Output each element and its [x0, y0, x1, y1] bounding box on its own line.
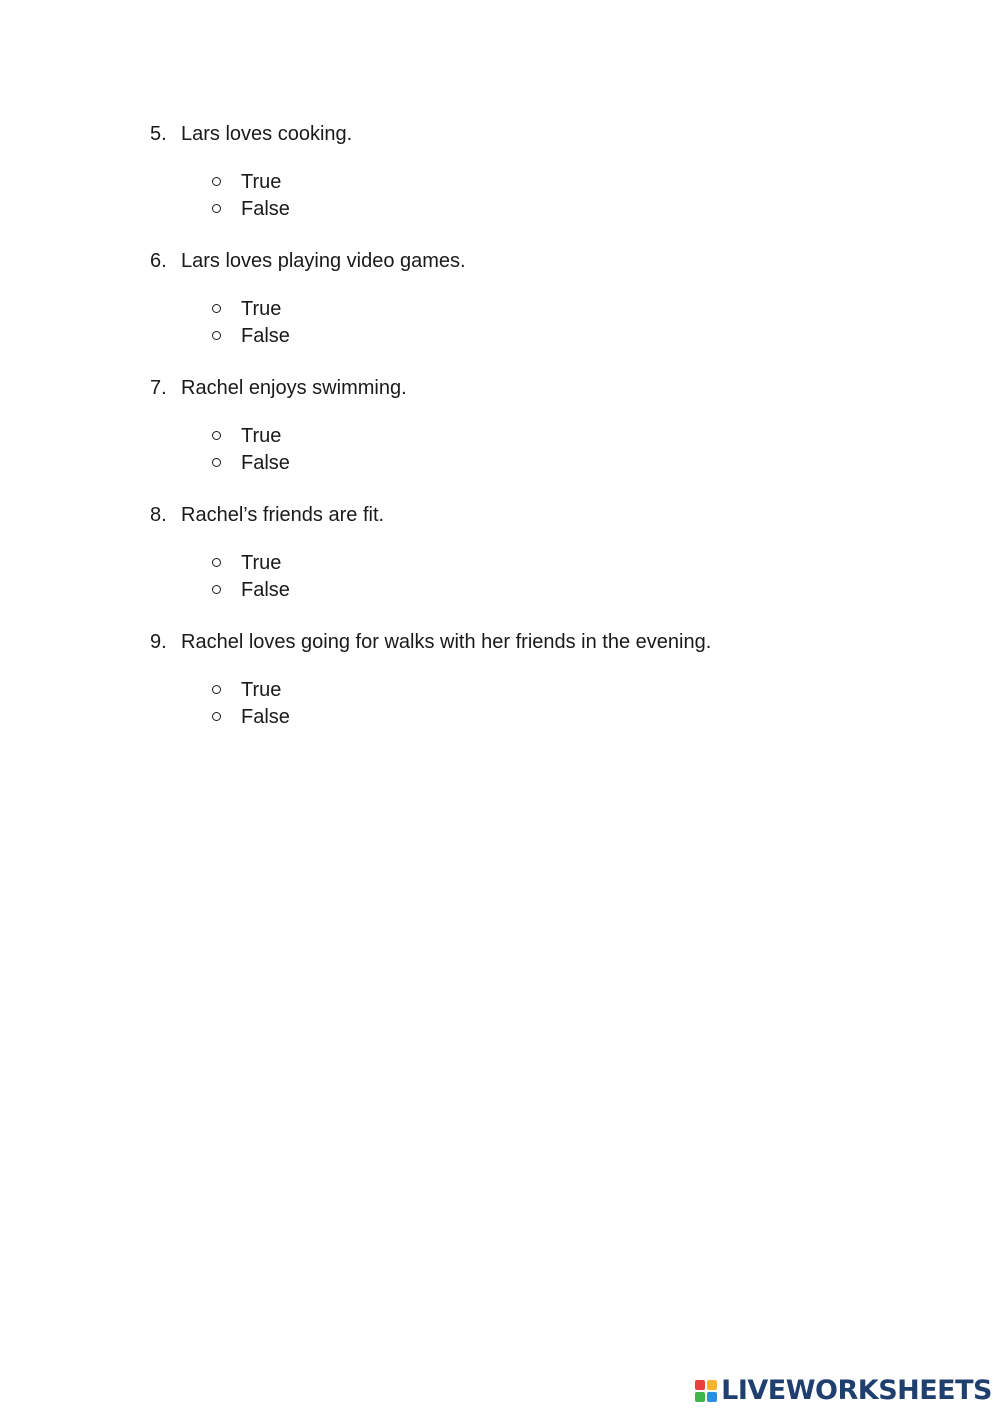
radio-circle-icon[interactable] — [212, 585, 221, 594]
question-text: Lars loves playing video games. — [181, 250, 466, 272]
question-number: 8. — [150, 504, 167, 526]
radio-circle-icon[interactable] — [212, 304, 221, 313]
option-label: False — [241, 325, 290, 347]
question-text: Rachel loves going for walks with her friends in the evening. — [181, 631, 712, 653]
option-label: True — [241, 425, 282, 447]
option-label: False — [241, 706, 290, 728]
question-text: Rachel’s friends are fit. — [181, 504, 385, 526]
option-true[interactable] — [212, 551, 512, 578]
option-label: True — [241, 552, 282, 574]
question-number: 6. — [150, 250, 167, 272]
radio-circle-icon[interactable] — [212, 177, 221, 186]
answer-options — [212, 297, 512, 351]
option-label: False — [241, 198, 290, 220]
option-true[interactable] — [212, 424, 512, 451]
radio-circle-icon[interactable] — [212, 712, 221, 721]
brand-wordmark: LIVEWORKSHEETS — [721, 1375, 992, 1406]
liveworksheets-branding — [695, 1375, 992, 1406]
question-text: Rachel enjoys swimming. — [181, 377, 407, 399]
option-label: True — [241, 679, 282, 701]
radio-circle-icon[interactable] — [212, 331, 221, 340]
question-number: 9. — [150, 631, 167, 653]
option-true[interactable] — [212, 297, 512, 324]
radio-circle-icon[interactable] — [212, 685, 221, 694]
option-label: False — [241, 579, 290, 601]
question-number: 7. — [150, 377, 167, 399]
answer-options — [212, 424, 512, 478]
radio-circle-icon[interactable] — [212, 558, 221, 567]
question-text: Lars loves cooking. — [181, 123, 353, 145]
option-false[interactable] — [212, 197, 512, 224]
radio-circle-icon[interactable] — [212, 458, 221, 467]
answer-options — [212, 551, 512, 605]
answer-options — [212, 678, 512, 732]
radio-circle-icon[interactable] — [212, 204, 221, 213]
question-number: 5. — [150, 123, 167, 145]
option-label: False — [241, 452, 290, 474]
option-label: True — [241, 298, 282, 320]
option-false[interactable] — [212, 324, 512, 351]
option-false[interactable] — [212, 578, 512, 605]
radio-circle-icon[interactable] — [212, 431, 221, 440]
option-true[interactable] — [212, 170, 512, 197]
option-true[interactable] — [212, 678, 512, 705]
option-false[interactable] — [212, 705, 512, 732]
option-false[interactable] — [212, 451, 512, 478]
liveworksheets-logo-icon — [695, 1380, 717, 1402]
answer-options — [212, 170, 512, 224]
option-label: True — [241, 171, 282, 193]
